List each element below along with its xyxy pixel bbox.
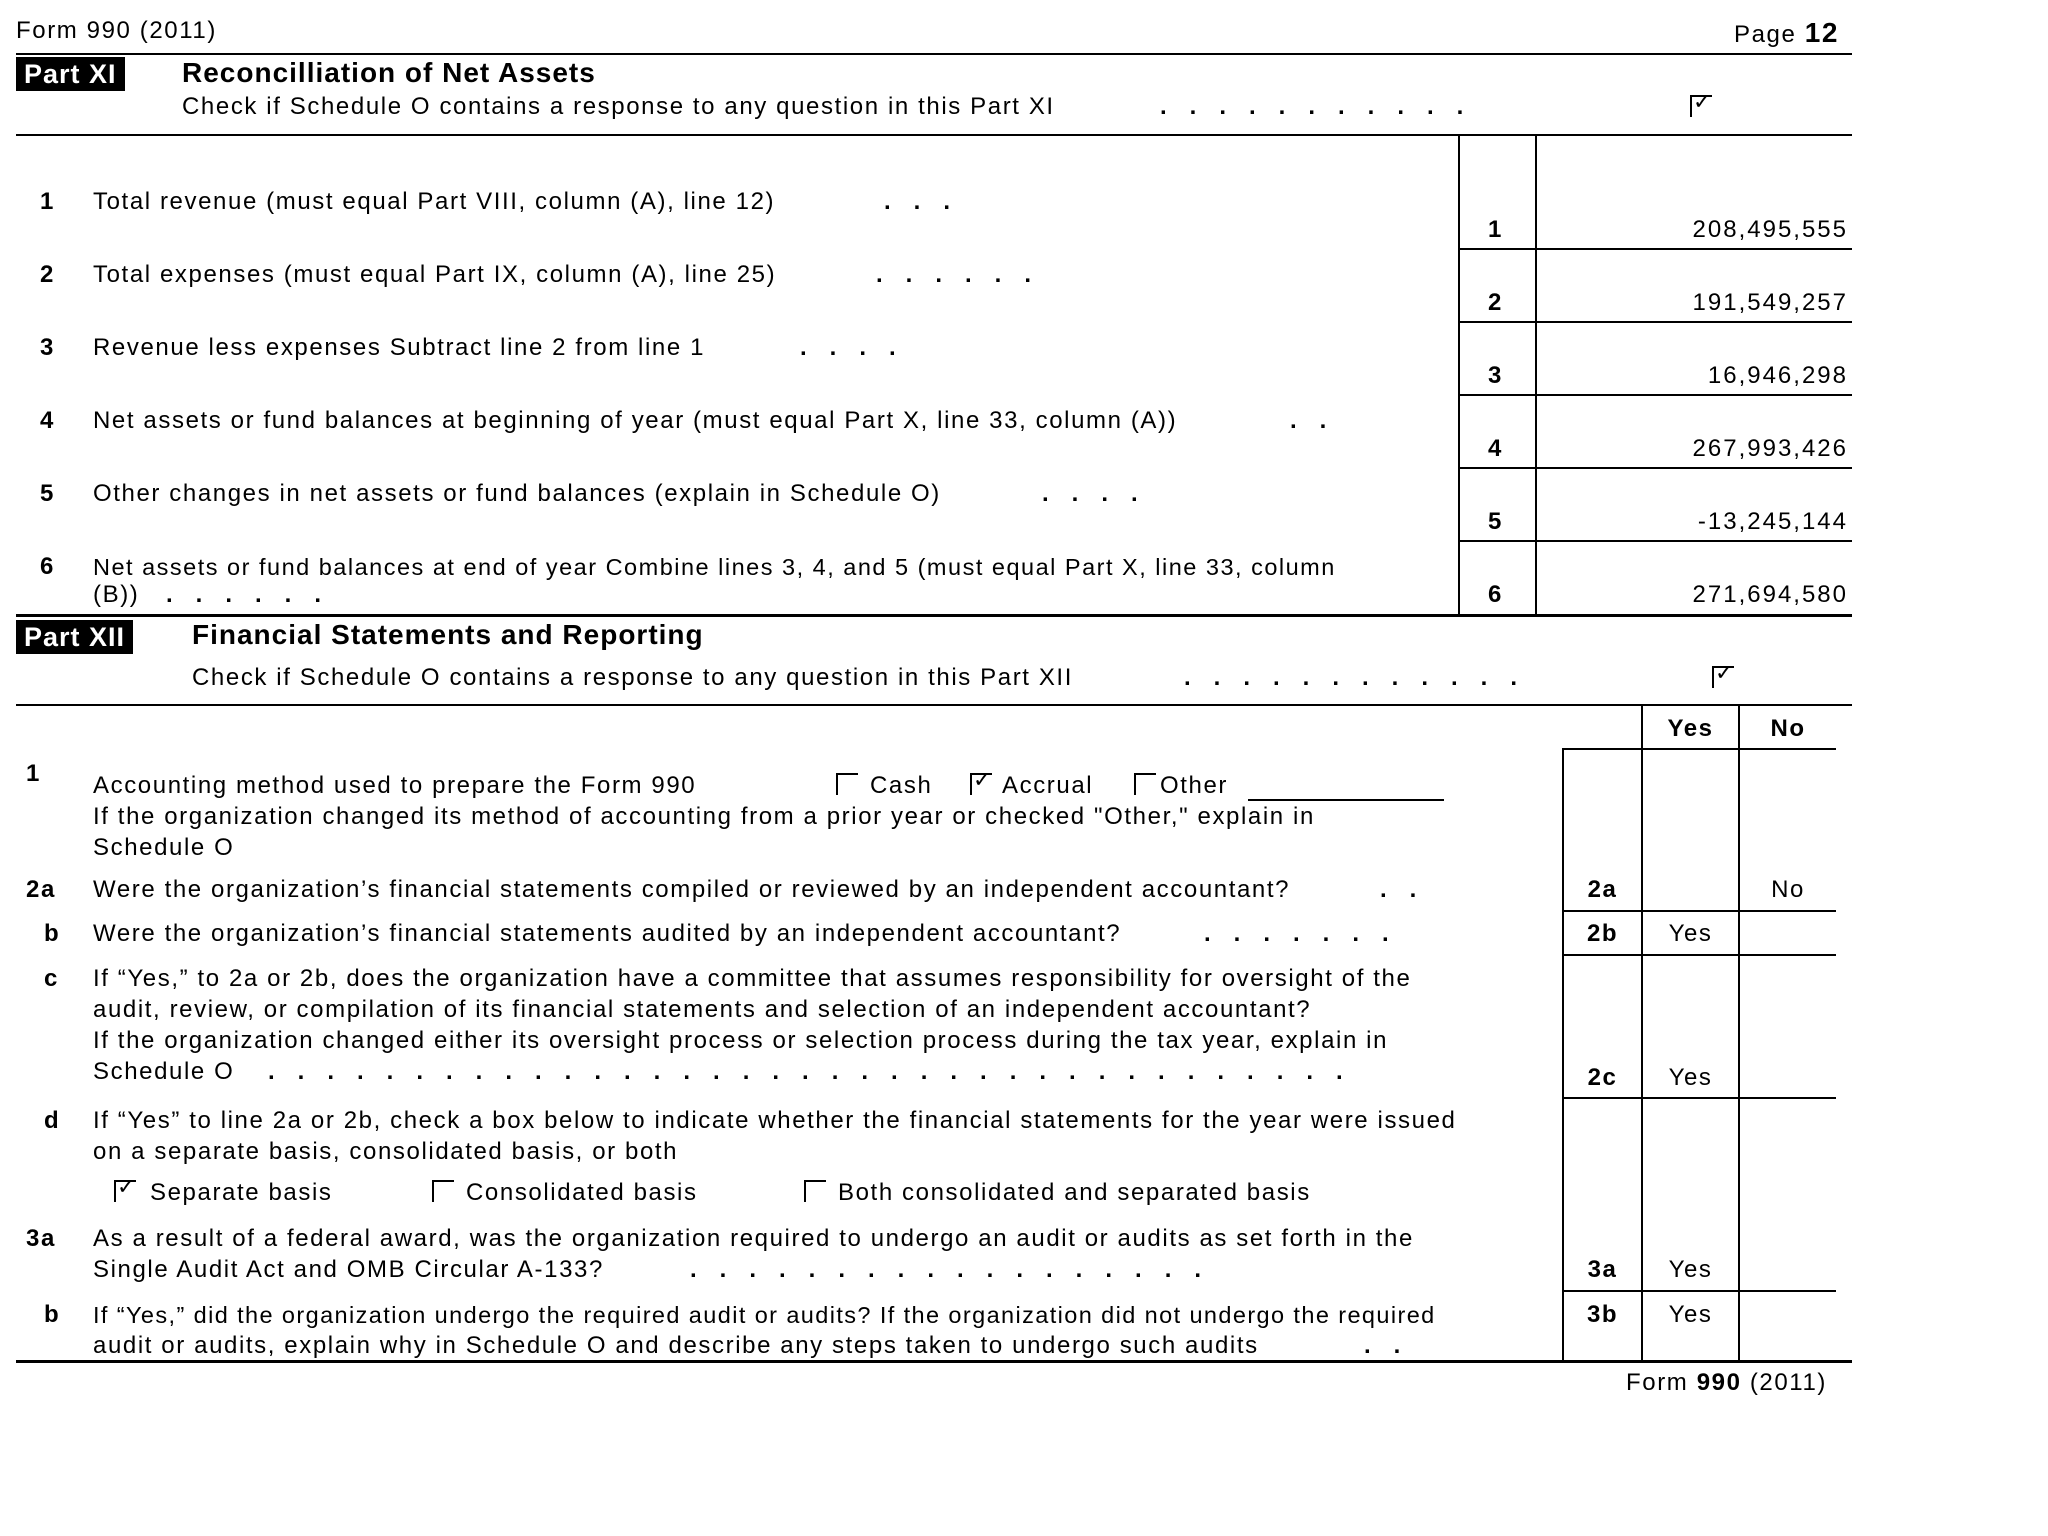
part11-label: Part XI — [16, 57, 125, 91]
other-checkbox[interactable] — [1134, 773, 1156, 795]
consolidated-basis-checkbox[interactable] — [432, 1180, 454, 1202]
footer-prefix: Form — [1626, 1369, 1689, 1396]
box-column-left-rule — [1458, 134, 1460, 614]
leader-dots: ............ — [1184, 664, 1541, 691]
part11-title: Reconcilliation of Net Assets — [182, 57, 596, 88]
part11-line-1-value: 208,495,555 — [1692, 216, 1848, 243]
part11-check-text: Check if Schedule O contains a response to any question in this Part XI — [182, 93, 1055, 120]
footer-year: (2011) — [1749, 1369, 1828, 1396]
leader-dots: ........... — [1160, 93, 1487, 120]
form-footer — [1626, 1368, 1827, 1398]
part11-line-5-value: -13,245,144 — [1697, 508, 1848, 535]
part11-line-3-value: 16,946,298 — [1707, 362, 1848, 389]
q2b-answer: Yes — [1668, 920, 1713, 947]
page-prefix: Page — [1734, 21, 1797, 48]
other-input-line[interactable] — [1248, 799, 1444, 801]
part12-bottom-rule — [16, 1360, 1852, 1363]
page-indicator — [1734, 18, 1839, 50]
footer-form-number: 990 — [1696, 1369, 1742, 1396]
separate-basis-checkbox[interactable] — [114, 1174, 136, 1202]
q3b-answer: Yes — [1668, 1301, 1713, 1328]
checkmark-icon: ✓ — [973, 767, 992, 792]
page-number: 12 — [1804, 17, 1840, 48]
q2a-answer: No — [1771, 876, 1805, 903]
part11-line-4-value: 267,993,426 — [1692, 435, 1848, 462]
both-basis-checkbox[interactable] — [804, 1180, 826, 1202]
part12-rule — [16, 704, 1852, 706]
cash-checkbox[interactable] — [836, 773, 858, 795]
checkmark-icon: ✓ — [1693, 89, 1712, 114]
part12-schedule-o-checkbox[interactable] — [1712, 660, 1734, 688]
part12-label: Part XII — [16, 620, 133, 654]
col-yes-header: Yes — [1667, 715, 1714, 742]
box-column-right-rule — [1535, 134, 1537, 614]
header-rule — [16, 53, 1852, 55]
col-no-header: No — [1770, 715, 1806, 742]
checkmark-icon: ✓ — [117, 1174, 136, 1199]
part12-title: Financial Statements and Reporting — [192, 619, 704, 650]
part11-line-2-value: 191,549,257 — [1692, 289, 1848, 316]
part12-check-text: Check if Schedule O contains a response to any question in this Part XII — [192, 664, 1073, 691]
accrual-checkbox[interactable] — [970, 767, 992, 795]
form-label: Form 990 (2011) — [16, 17, 217, 44]
q2c-answer: Yes — [1668, 1064, 1713, 1091]
part11-rule — [16, 134, 1852, 136]
part11-line-6-value: 271,694,580 — [1692, 581, 1848, 608]
form-page: Form 990 (2011) Page 12 Part XI Reconcilliation of Net Assets Check if Schedule O contains a response to any question in this Part XI ........... ✓ 1 Total revenue (must equal Part VIII, column (A), line 12) ... 1 208,495,555 2 Total expenses (must equal Part IX, column (A), line 25) ...... 2 191,549,257 3 Revenue less expenses Subtract line 2 from line 1 .... 3 16,946,298 4 Net assets or fund balances at beginning of year (must equal Part X, line 33, column (A)) .. 4 267,993,426 5 Other changes in net assets or fund balances (explain in Schedule O) .... 5 -13,245,144 6 Net assets or fund balances at end of year Combine lines 3, 4, and 5 (must equal Part X, line 33, column (B)) ...... 6 271,694,580 Part XII Financial Statements and Reporting Check if Schedule O contains a response to any question in this Part XII ............ ✓ Yes No 1 Accounting method used to prepare the Form 990 Cash ✓ Accrual Other If the organization changed its method of accounting from a prior year or checked "Other," explain in Schedule O 2a Were the organization’s financial statements compiled or reviewed by an independent accountant? .. 2a No b Were the organization’s financial statements audited by an independent accountant? ....... 2b Yes c If “Yes,” to 2a or 2b, does the organization have a committee that assumes responsibility for oversight of the audit, review, or compilation of its financial statements and selection of an independent accountant? If the organization changed either its oversight process or selection process during the tax year, explain in Schedule O ..................................... 2c Yes d If “Yes” to line 2a or 2b, check a box below to indicate whether the financial statements for the year were issued on a separate basis, consolidated basis, or both ✓ Separate basis Consolidated basis Both consolidated and separated basis 3a As a result of a federal award, was the organization required to undergo an audit or audits as set forth in the Single Audit Act and OMB Circular A-133? .................. 3a Yes b If “Yes,” did the organization undergo the required audit or audits? If the organization did not undergo the required audit or audits, explain why in Schedule O and describe any steps taken to undergo such audits .. 3b Yes Form 990 (2011) — [0, 0, 2048, 1536]
part11-bottom-rule — [16, 614, 1852, 617]
checkmark-icon: ✓ — [1715, 660, 1734, 685]
q3a-answer: Yes — [1668, 1256, 1713, 1283]
part11-schedule-o-checkbox[interactable] — [1690, 89, 1712, 117]
